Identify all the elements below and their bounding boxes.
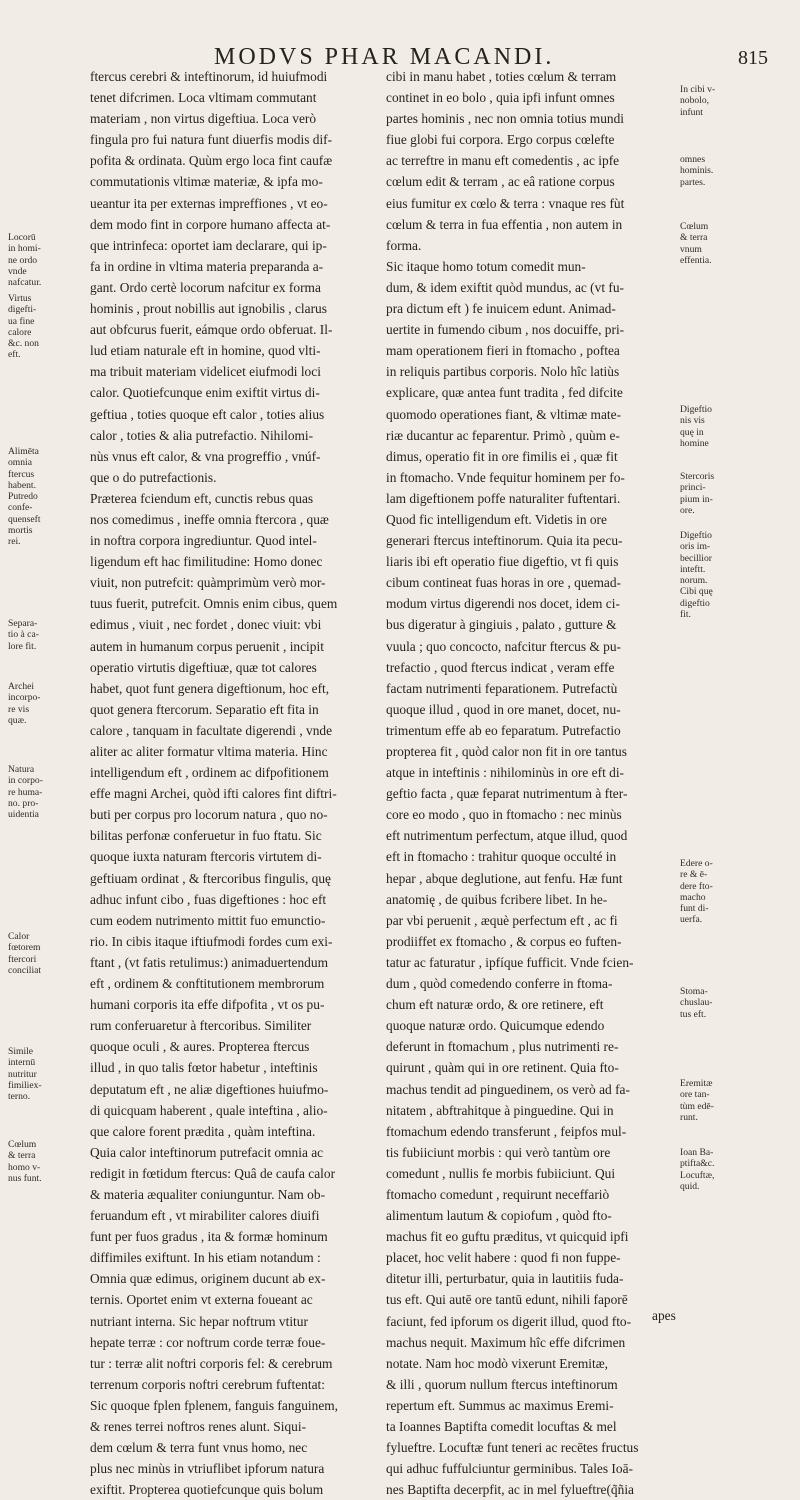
marginal-note-line: norum. (680, 575, 708, 587)
marginal-note-line: Locuftæ, (680, 1169, 715, 1181)
text-line: nitatem , abftrahitque à pinguedine. Qui in (386, 1102, 614, 1118)
marginal-note-line: eft. (8, 349, 21, 361)
marginal-note (680, 404, 756, 449)
text-line: quoque illud , quod in ore manet, docet, nu- (386, 701, 621, 717)
marginal-note (680, 221, 756, 266)
marginal-note-line: tio à ca- (8, 629, 39, 641)
text-line: cœlum & terra in fua effentia , non autem in (386, 216, 623, 232)
marginal-note-line: vnum (680, 243, 702, 255)
marginal-note-line: calore (8, 326, 32, 338)
text-line: machus fit eo guftu præditus, vt quicquid ipfi (386, 1229, 629, 1245)
marginal-note-line: no. pro- (8, 797, 39, 809)
text-line: diffimiles exiftunt. In his etiam notandum : (90, 1250, 321, 1266)
marginal-note (8, 1046, 82, 1102)
marginal-note (8, 1139, 82, 1184)
text-line: nùs vnus eft calor, & vna progreffio , vnúf- (90, 448, 321, 464)
text-line: ternis. Oportet enim vt externa foueant ac (90, 1292, 313, 1308)
marginal-note-line: terno. (8, 1091, 31, 1103)
marginal-note-line: tùm edē- (680, 1100, 714, 1112)
marginal-note-line: Alimēta (8, 446, 39, 457)
text-line: bilitas perfonæ conferuetur in fuo ftatu. Sic (90, 828, 322, 844)
right-text-column (386, 66, 673, 1500)
text-line: anatomię , de quibus fcribere libet. In he- (386, 891, 608, 907)
marginal-note-line: vnde (8, 265, 27, 277)
text-line: quoque naturæ ordo. Quicumque edendo (386, 1018, 605, 1034)
text-line: Sic itaque homo totum comedit mun- (386, 258, 586, 274)
marginal-note-line: In cibi v- (680, 84, 716, 95)
text-line: quoque iuxta naturam ftercoris virtutem di- (90, 849, 322, 865)
marginal-note-line: Separa- (8, 618, 38, 629)
marginal-note-line: effentia. (680, 254, 712, 266)
text-line: quoque oculi , & aures. Propterea ftercus (90, 1039, 310, 1055)
text-line: cum eodem nutrimento mittit fuo emunctio- (90, 912, 326, 928)
text-line: mam operationem fieri in ftomacho , poftea (386, 343, 620, 359)
marginal-note-line: ftercus (8, 468, 35, 480)
text-line: forma. (386, 237, 422, 253)
text-line: faciunt, fed ipforum os digerit illud, quod fto- (386, 1313, 632, 1329)
text-line: tur : terræ alit noftri corporis fel: & cerebrum (90, 1355, 333, 1371)
text-line: gant. Ordo certè locorum nafcitur ex forma (90, 279, 321, 295)
text-line: propterea fit , quòd calor non fit in ore tantus (386, 744, 627, 759)
text-line: nes Baptifta decerpfit, ac in mel fylueftre(q̃ñia (386, 1482, 634, 1498)
marginal-note-line: mortis (8, 525, 33, 537)
marginal-note (680, 1147, 756, 1192)
marginal-note-line: ua fine (8, 315, 35, 327)
text-line: redigit in fœtidum ftercus: Quâ de caufa calor (90, 1165, 336, 1181)
text-line: machus tendit ad pinguedinem, os verò ad fa- (386, 1081, 630, 1097)
text-line: tenet difcrimen. Loca vltimam commutant (90, 90, 317, 106)
marginal-note-line: Simile (8, 1046, 34, 1057)
marginal-note-line: omnia (8, 457, 32, 469)
text-line: riæ ducantur ac feparentur. Primò , quùm e- (386, 427, 620, 443)
text-line: dum , quòd comedendo conferre in ftoma- (386, 976, 613, 992)
marginal-note-line: re vis (8, 703, 30, 715)
text-line: feruandum eft , vt mirabiliter calores diuifi (90, 1208, 320, 1224)
text-line: uertite in fumendo cibum , nos docuiffe, pri- (386, 322, 625, 338)
marginal-note-line: nobolo, (680, 95, 710, 107)
catchword: apes (652, 1308, 676, 1323)
marginal-note-line: digefti- (8, 304, 37, 316)
text-line: dum, & idem exiftit quòd mundus, ac (vt fu- (386, 279, 625, 295)
text-line: ftomachum edendo transferunt , feipfos mul- (386, 1123, 627, 1139)
text-line: repertum eft. Summus ac maximus Eremi- (386, 1397, 614, 1413)
marginal-note-line: confe- (8, 502, 33, 514)
text-line: dem cœlum & terra funt vnus homo, nec (90, 1440, 308, 1456)
text-line: exiftit. Propterea quotiefcunque quis bolum (90, 1482, 324, 1498)
text-line: ftomacho comedunt , requirunt neceffariò (386, 1186, 610, 1202)
text-line: explicare, quæ antea funt tradita , fed difcite (386, 385, 623, 401)
text-line: eft , ordinem & conftitutionem membrorum (90, 976, 325, 992)
text-line: ftant , (vt fatis retulimus:) animaduertendum (90, 954, 328, 970)
text-line: tus eft. Qui autē ore tantū edunt, nihili faporē (386, 1292, 628, 1308)
text-line: ma tribuit materiam videlicet eiufmodi loci (90, 364, 321, 380)
marginal-note-line: uidentia (8, 809, 39, 821)
text-line: geftio facta , quæ feparat nutrimentum à fter- (386, 786, 628, 802)
text-line: ftercus cerebri & inteftinorum, id huiufmodi (90, 69, 328, 84)
marginal-note (8, 293, 82, 361)
text-line: fiue globi fui corpora. Ergo corpus cœlefte (386, 132, 615, 148)
text-line: quirunt , quàm qui in ore retinent. Quia fto- (386, 1060, 619, 1076)
text-line: tis fubiiciunt morbis : qui verò tantùm ore (386, 1144, 611, 1160)
text-line: atque in inteftinis : nihilominùs in ore eft di- (386, 765, 625, 781)
text-line: rum conferuaretur à ftercoribus. Similiter (90, 1018, 312, 1034)
text-line: Quod fic intelligendum eft. Videtis in ore (386, 511, 607, 527)
marginal-note-line: rei. (8, 536, 21, 548)
marginal-note-line: partes. (680, 176, 706, 188)
text-line: comedunt , nullis fe morbis fubiiciunt. Qui (386, 1165, 616, 1181)
marginal-note (8, 446, 82, 548)
marginal-note-line: quid. (680, 1180, 700, 1192)
marginal-note (680, 84, 756, 118)
text-line: deputatum eft , ne aliæ digeftiones huiufmo- (90, 1081, 329, 1097)
text-line: deferunt in ftomachum , plus nutrimenti re- (386, 1039, 619, 1055)
text-line: nos comedimus , ineffe omnia ftercora , quæ (90, 511, 329, 527)
marginal-note (680, 471, 756, 516)
marginal-note-line: homine (680, 437, 709, 449)
marginal-note-line: homo v- (8, 1161, 41, 1173)
text-line: materiam , non virtus digeftiua. Loca verò (90, 111, 317, 127)
marginal-note (680, 986, 756, 1020)
text-line: autem in humanum corpus peruenit , incipit (90, 638, 324, 654)
marginal-note-line: ne ordo (8, 254, 38, 266)
marginal-note-line: & terra (680, 232, 708, 244)
marginal-note (680, 154, 756, 188)
marginal-note-line: Digeftio (680, 530, 712, 541)
marginal-note-line: Digeftio (680, 404, 712, 415)
text-line: par vbi peruenit , æquè perfectum eft , ac fi (386, 912, 618, 928)
text-line: calore , tanquam in facultate digerendi , vnde (90, 722, 333, 738)
marginal-note-line: incorpo- (8, 692, 41, 704)
text-line: eft nutrimentum perfectum, atque illud, quod (386, 828, 628, 844)
marginal-note-line: ftercori (8, 953, 37, 965)
text-line: ac terreftre in manu eft comedentis , ac ipfe (386, 153, 620, 169)
marginal-note-line: Stoma- (680, 986, 708, 997)
marginal-note-line: quæ. (8, 714, 27, 726)
text-line: in noftra corpora ingrediuntur. Quod intel- (90, 533, 317, 549)
text-line: in reliquis partibus corporis. Nolo hîc latiùs (386, 364, 620, 380)
marginal-note (680, 530, 756, 620)
marginal-note-line: quenseft (8, 513, 41, 525)
text-line: quot genera ftercorum. Separatio eft fita in (90, 701, 319, 717)
text-line: ditetur illi, perturbatur, quia in lautitiis fuda- (386, 1271, 624, 1287)
text-line: hepar , abque deglutione, aut fenfu. Hæ funt (386, 870, 623, 886)
text-line: calor. Quotiefcunque enim exiftit virtus di- (90, 385, 320, 401)
running-head: MODVS PHAR MACANDI. (214, 44, 555, 70)
marginal-note-line: Eremitæ (680, 1078, 713, 1089)
text-line: quomodo operationes fiant, & vltimæ mate- (386, 406, 622, 422)
text-line: generari ftercus inteftinorum. Quia ita pecu- (386, 533, 623, 549)
text-line: que o do putrefactionis. (90, 469, 217, 485)
marginal-note-line: nus funt. (8, 1172, 42, 1184)
text-line: operatio virtutis digeftiuæ, quæ tot calores (90, 659, 317, 675)
marginal-note-line: macho (680, 891, 706, 903)
marginal-note-line: digeftio (680, 597, 710, 609)
marginal-note-line: uerfa. (680, 914, 703, 926)
text-line: machus nequit. Maximum hîc effe difcrimen (386, 1334, 626, 1350)
text-line: Omnia quæ edimus, originem ducunt ab ex- (90, 1271, 326, 1287)
text-line: ta Ioannes Baptifta comedit locuftas & mel (386, 1419, 617, 1434)
marginal-note-line: internū (8, 1057, 36, 1069)
marginal-note-line: dere fto- (680, 880, 713, 892)
text-line: Præterea fciendum eft, cunctis rebus quas (90, 490, 314, 506)
marginal-note-line: &c. non (8, 338, 39, 350)
text-line: terrenum corporis noftri cerebrum fuftentat: (90, 1376, 325, 1392)
text-line: tatur ac faturatur , ipfíque fufficit. Vnde fcien- (386, 954, 634, 970)
text-line: adhuc infunt cibo , fuas digeftiones : hoc eft (90, 891, 327, 907)
text-line: illud , in quo talis fœtor habetur , inteftinis (90, 1060, 318, 1076)
left-text-column (90, 66, 375, 1500)
text-line: vuula ; quo concocto, nafcitur ftercus & pu- (386, 638, 622, 654)
marginal-note-line: nafcatur. (8, 277, 42, 289)
text-line: alimentum lautum & copiofum , quòd fto- (386, 1208, 612, 1224)
text-line: qui adhuc fuffulciuntur germinibus. Tales Ioā- (386, 1461, 633, 1477)
marginal-note-line: Edere o- (680, 858, 713, 869)
text-line: aut obfcurus fuerit, eámque ordo obferuat. Il- (90, 322, 333, 338)
text-line: prodiiffet ex ftomacho , & corpus eo fuften- (386, 933, 622, 949)
text-line: pofita & ordinata. Quùm ergo loca fint caufæ (90, 153, 333, 169)
marginal-note-line: re huma- (8, 786, 43, 798)
marginal-note-line: nutritur (8, 1068, 37, 1080)
marginal-note-line: funt di- (680, 903, 709, 915)
marginal-note-line: omnes (680, 154, 706, 165)
marginal-note-line: habent. (8, 479, 36, 491)
marginal-note (680, 1078, 756, 1123)
marginal-note-line: Cœlum (8, 1139, 37, 1150)
text-line: lam digeftionem poffe naturaliter fuftentari. (386, 490, 621, 506)
marginal-note-line: ptifta&c. (680, 1158, 715, 1170)
marginal-note-line: chuslau- (680, 997, 713, 1009)
text-line: que intrinfeca: oportet iam declarare, qui ip- (90, 237, 327, 253)
text-line: humani corporis ita effe difpofita , vt os pu- (90, 997, 325, 1013)
text-line: eius fumitur ex cœlo & terra : vnaque res fùt (386, 195, 625, 211)
marginal-note-line: pium in- (680, 493, 713, 505)
marginal-note-line: Ioan Ba- (680, 1147, 714, 1158)
text-line: commutationis vltimæ materiæ, & ipfa mo- (90, 174, 323, 190)
text-line: dimus, operatio fit in ore fimilis ei , quæ fit (386, 448, 618, 464)
marginal-note-line: Natura (8, 764, 35, 775)
marginal-note-line: oris im- (680, 541, 711, 553)
text-line: geftiuam ordinat , & ftercoribus fingulis, quę (90, 870, 331, 886)
marginal-note-line: ore. (680, 504, 695, 516)
text-line: habet, quot funt genera digeftionum, hoc eft, (90, 680, 330, 696)
text-line: factam nutrimenti feparationem. Putrefactù (386, 680, 618, 696)
text-line: Sic quoque fplen fplenem, fanguis fanguinem, (90, 1397, 339, 1413)
text-line: bus digeratur à gingiuis , palato , gutture & (386, 617, 617, 633)
text-line: rio. In cibis itaque iftiufmodi fordes cum exi- (90, 933, 333, 949)
marginal-note (680, 858, 756, 926)
marginal-note-line: & terra (8, 1150, 36, 1162)
marginal-note-line: Stercoris (680, 471, 715, 482)
text-line: fingula pro fui natura funt diuerfis modis dif- (90, 132, 333, 148)
marginal-note-line: re & ē- (680, 869, 708, 881)
text-line: que calore forent prædita , quàm inteftina. (90, 1123, 316, 1139)
marginal-note-line: nis vis (680, 415, 705, 427)
text-line: nutriant interna. Sic hepar noftrum vtitur (90, 1313, 308, 1329)
marginal-note-line: tus eft. (680, 1008, 707, 1020)
text-line: notate. Nam hoc modò vixerunt Eremitæ, (386, 1355, 609, 1371)
text-line: fylueftre. Locuftæ funt teneri ac recētes fructus (386, 1440, 639, 1456)
text-line: di quicquam haberent , quale inteftina , alio- (90, 1102, 328, 1118)
text-line: Quia calor inteftinorum putrefacit omnia ac (90, 1144, 324, 1160)
marginal-note-line: conciliat (8, 964, 42, 976)
marginal-note-line: inteftt. (680, 563, 706, 575)
text-line: funt per fuos gradus , ita & formæ hominum (90, 1229, 328, 1245)
text-line: calor , toties & alia putrefactio. Nihilomi- (90, 427, 314, 443)
text-line: chum eft naturæ ordo, & ore retinere, eft (386, 997, 604, 1013)
marginal-note-line: fimiliex- (8, 1079, 42, 1091)
text-line: trefactio , quod ftercus indicat , veram effe (386, 659, 615, 675)
text-line: intelligendum eft , ordinem ac difpofitionem (90, 765, 329, 781)
text-line: viuit, non putrefcit: quàmprimùm verò mor- (90, 575, 326, 591)
marginal-note-line: infunt (680, 106, 703, 118)
text-line: continet in eo bolo , quia ipfi infunt omnes (386, 90, 615, 106)
text-line: plus nec minùs in vtriuflibet ipforum natura (90, 1461, 325, 1477)
marginal-note-line: fit. (680, 609, 691, 621)
marginal-note-line: becillior (680, 552, 712, 564)
marginal-note (8, 681, 82, 726)
marginal-note-line: Virtus (8, 293, 32, 304)
text-line: core eo modo , quo in ftomacho : nec minùs (386, 807, 622, 823)
text-line: eft in ftomacho : trahitur quoque occulté in (386, 849, 617, 865)
text-line: aliter ac aliter formatur vltima materia. Hinc (90, 744, 328, 759)
text-line: liaris ibi eft operatio fiue digeftio, vt fi quis (386, 554, 619, 570)
marginal-note-line: Cibi quę (680, 586, 713, 598)
text-line: effe magni Archei, quòd ifti calores fint diftri- (90, 786, 337, 802)
text-line: in ftomacho. Vnde fequitur hominem per fo- (386, 469, 625, 485)
marginal-note-line: quę in (680, 426, 704, 438)
text-line: cibum contineat fuas horas in ore , quemad- (386, 575, 622, 591)
text-line: hepate terræ : cor noftrum corde terræ foue- (90, 1334, 326, 1350)
marginal-note-line: Putredo (8, 491, 38, 503)
text-line: & materia æqualiter coniunguntur. Nam ob- (90, 1186, 326, 1202)
marginal-note-line: lore fit. (8, 640, 37, 652)
marginal-note-line: hominis. (680, 165, 714, 177)
marginal-note (8, 931, 82, 976)
text-line: buti per corpus pro locorum natura , quo no- (90, 807, 328, 823)
text-line: & renes terrei noftros renes alunt. Siqui- (90, 1419, 307, 1434)
text-line: & illi , quorum nullum ftercus inteftinorum (386, 1376, 618, 1392)
text-line: ueantur ita per externas impreffiones , vt eo- (90, 195, 328, 211)
marginal-note-line: princi- (680, 482, 706, 494)
text-line: edimus , viuit , nec fordet , donec viuit: vbi (90, 617, 322, 633)
marginal-note-line: in corpo- (8, 775, 43, 787)
text-line: partes hominis , nec non omnia totius mundi (386, 111, 625, 127)
text-line: geftiua , toties quoque eft calor , toties alius (90, 406, 325, 422)
marginal-note-line: Cœlum (680, 221, 709, 232)
marginal-note-line: fœtorem (8, 942, 41, 954)
page-number: 815 (738, 47, 768, 69)
text-line: lud etiam naturale eft in homine, quod vlti- (90, 343, 321, 359)
marginal-note (8, 764, 82, 820)
text-line: fa in ordine in vltima materia preparanda a- (90, 258, 324, 274)
text-line: cœlum edit & terram , ac eâ ratione corpus (386, 174, 615, 190)
marginal-note (8, 618, 82, 652)
marginal-note-line: in homi- (8, 243, 41, 255)
text-line: modum virtus digerendi nos docet, idem ci- (386, 596, 620, 612)
text-line: pra dictum eft ) fe inuicem edunt. Animad- (386, 301, 616, 317)
marginal-note-line: ore tan- (680, 1089, 710, 1101)
text-line: trimentum effe ab eo feparatum. Putrefactio (386, 722, 621, 738)
text-line: hominis , prout nobillis aut ignobilis , clarus (90, 301, 327, 317)
text-line: tuus fuerit, putrefcit. Omnis enim cibus, quem (90, 596, 338, 612)
marginal-note-line: Archei (8, 681, 35, 692)
text-line: placet, hoc velit habere : quod fi non fuppe- (386, 1250, 621, 1266)
text-line: dem modo fint in corpore humano affecta at- (90, 216, 331, 232)
text-line: cibi in manu habet , toties cœlum & terram (386, 69, 617, 84)
marginal-note-line: runt. (680, 1111, 698, 1123)
marginal-note-line: Locorū (8, 232, 36, 243)
marginal-note (8, 232, 82, 288)
text-line: ligendum eft hac fimilitudine: Homo donec (90, 554, 323, 570)
marginal-note-line: Calor (8, 931, 30, 942)
